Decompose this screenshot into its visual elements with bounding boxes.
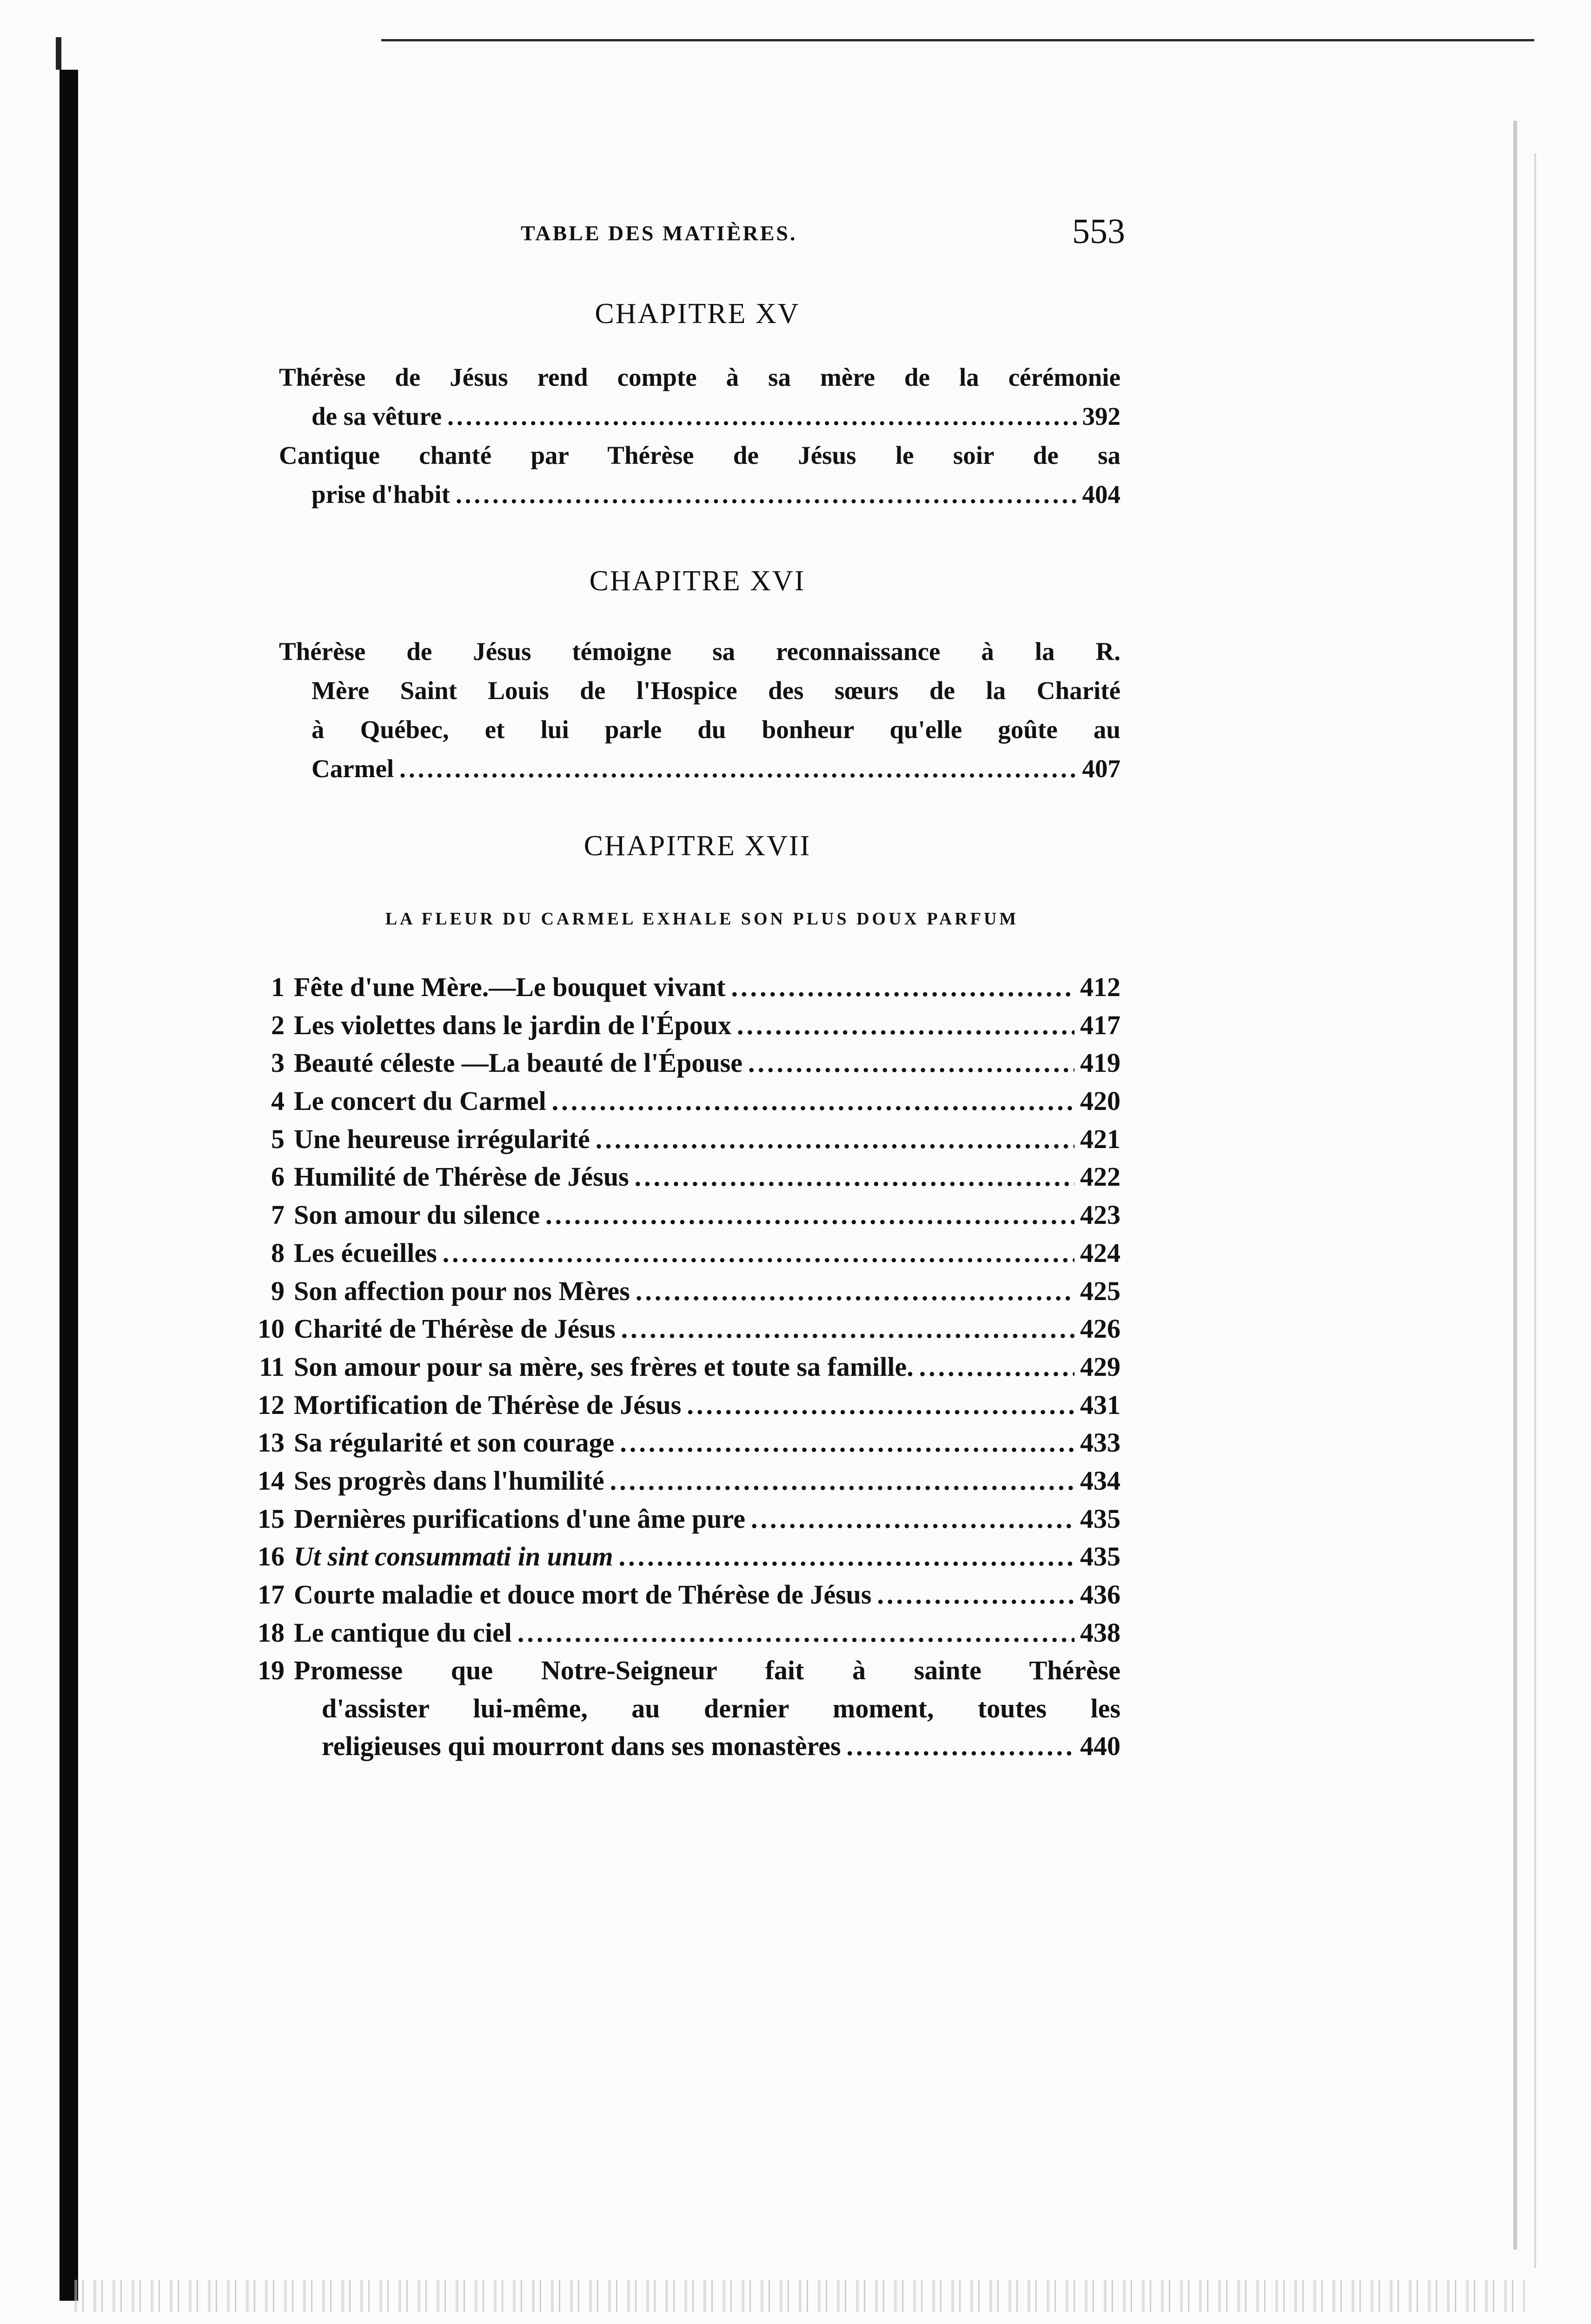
leader-dots (687, 1389, 1074, 1420)
toc-item-number: 4 (271, 1086, 285, 1116)
toc-item (242, 1579, 1120, 1617)
entry-line: Cantique chanté par Thérèse de Jésus le soir de sa (279, 441, 1120, 469)
chapter-heading: CHAPITRE XVI (589, 565, 806, 597)
leader-dots (620, 1427, 1074, 1458)
leader-dots (748, 1047, 1074, 1078)
toc-item-number: 2 (271, 1010, 285, 1040)
scan-noise (74, 2280, 1525, 2312)
binding-shadow-top (56, 37, 61, 70)
toc-item-number: 13 (258, 1427, 285, 1458)
entry-line: à Québec, et lui parle du bonheur qu'elle goûte au (312, 715, 1120, 744)
toc-entry (279, 436, 1120, 514)
entry-page-ref: 407 (1082, 754, 1120, 783)
toc-item-text: Courte maladie et douce mort de Thérèse de Jésus (294, 1579, 872, 1610)
toc-item (242, 1199, 1120, 1237)
toc-item-page-ref: 440 (1080, 1731, 1120, 1762)
entry-page-ref: 392 (1082, 402, 1120, 430)
toc-item-number: 7 (271, 1200, 285, 1230)
toc-item-text: Humilité de Thérèse de Jésus (294, 1162, 629, 1192)
leader-dots (447, 397, 1076, 436)
toc-item-text: Les écueilles (294, 1237, 437, 1268)
toc-item-number: 1 (271, 972, 285, 1002)
leader-dots (552, 1085, 1074, 1116)
leader-dots (635, 1161, 1074, 1192)
page-edge-outer (1534, 153, 1536, 2268)
toc-item-text: Sa régularité et son courage (294, 1427, 615, 1458)
toc-item (242, 1617, 1120, 1655)
toc-item-page-ref: 423 (1080, 1200, 1120, 1230)
toc-item-text: Le cantique du ciel (294, 1617, 512, 1648)
toc-item-text: Son amour pour sa mère, ses frères et toute sa famille. (294, 1351, 914, 1382)
toc-item-page-ref: 425 (1080, 1275, 1120, 1306)
toc-item-number: 6 (271, 1162, 285, 1192)
leader-dots (877, 1579, 1075, 1610)
toc-item (242, 1275, 1120, 1314)
leader-dots (731, 971, 1074, 1003)
page-edge (1513, 121, 1517, 2250)
toc-item-text: Charité de Thérèse de Jésus (294, 1314, 616, 1344)
toc-item-text: Ses progrès dans l'humilité (294, 1465, 604, 1496)
toc-item-text: Son amour du silence (294, 1200, 540, 1230)
toc-item-line (242, 1655, 1120, 1693)
toc-item-page-ref: 435 (1080, 1541, 1120, 1572)
chapter-heading: CHAPITRE XVII (583, 830, 811, 862)
toc-item-number: 8 (271, 1237, 285, 1268)
toc-entry (279, 358, 1120, 436)
toc-item-page-ref: 431 (1080, 1389, 1120, 1420)
leader-dots (399, 749, 1076, 788)
entry-line-text: prise d'habit (312, 480, 450, 508)
toc-item-page-ref: 429 (1080, 1351, 1120, 1382)
leader-dots (443, 1237, 1074, 1268)
toc-item (242, 1389, 1120, 1427)
toc-item-text: Son affection pour nos Mères (294, 1275, 630, 1306)
toc-item-text: Fête d'une Mère.—Le bouquet vivant (294, 972, 726, 1002)
toc-item-page-ref: 417 (1080, 1010, 1120, 1040)
toc-item-number: 5 (271, 1123, 285, 1154)
toc-item-text: Une heureuse irrégularité (294, 1123, 590, 1154)
toc-item-text: Dernières purifications d'une âme pure (294, 1503, 745, 1534)
toc-item (242, 1010, 1120, 1048)
entry-page-ref: 404 (1082, 480, 1120, 508)
leader-dots (596, 1123, 1074, 1155)
toc-item-number: 14 (258, 1465, 285, 1496)
leader-dots (919, 1351, 1074, 1382)
toc-item-multiline (242, 1655, 1120, 1769)
toc-item (242, 1351, 1120, 1389)
toc-item-page-ref: 421 (1080, 1123, 1120, 1154)
toc-item-page-ref: 419 (1080, 1048, 1120, 1078)
toc-item (242, 1503, 1120, 1541)
toc-item (242, 1123, 1120, 1162)
toc-item (242, 1541, 1120, 1579)
toc-item-number: 18 (258, 1617, 285, 1648)
toc-entry (279, 632, 1120, 788)
toc-item-line (242, 1730, 1120, 1769)
toc-item-text: religieuses qui mourront dans ses monastères (322, 1731, 841, 1762)
leader-dots (610, 1465, 1074, 1496)
toc-item-text: d'assister lui-même, au dernier moment, toutes les (322, 1693, 1120, 1723)
toc-item-page-ref: 436 (1080, 1579, 1120, 1610)
toc-item-number: 16 (258, 1541, 285, 1572)
entry-line-last (279, 397, 1120, 436)
toc-item (242, 1427, 1120, 1465)
toc-item-number: 11 (259, 1351, 285, 1382)
toc-item (242, 1237, 1120, 1275)
leader-dots (621, 1313, 1074, 1344)
leader-dots (847, 1730, 1074, 1762)
chapter-subtitle: LA FLEUR DU CARMEL EXHALE SON PLUS DOUX PARFUM (385, 909, 1019, 929)
top-edge-line (381, 39, 1534, 41)
toc-item-page-ref: 435 (1080, 1503, 1120, 1534)
entry-line: Thérèse de Jésus rend compte à sa mère de la cérémonie (279, 363, 1120, 391)
toc-item (242, 971, 1120, 1010)
toc-item-text: Les violettes dans le jardin de l'Époux (294, 1010, 731, 1040)
toc-item (242, 1313, 1120, 1351)
toc-item (242, 1047, 1120, 1085)
toc-item (242, 1085, 1120, 1123)
toc-item-number: 10 (258, 1314, 285, 1344)
leader-dots (456, 475, 1077, 514)
toc-item-number: 9 (271, 1275, 285, 1306)
entry-line: Thérèse de Jésus témoigne sa reconnaissance à la R. (279, 637, 1120, 666)
toc-item-page-ref: 438 (1080, 1617, 1120, 1648)
toc-item-page-ref: 426 (1080, 1314, 1120, 1344)
entry-line-last (279, 749, 1120, 788)
toc-list (242, 971, 1120, 1655)
page-number: 553 (1072, 212, 1125, 251)
toc-item-page-ref: 420 (1080, 1086, 1120, 1116)
toc-item-number: 12 (258, 1389, 285, 1420)
toc-item-number: 3 (271, 1048, 285, 1078)
leader-dots (751, 1503, 1074, 1534)
toc-item-number: 15 (258, 1503, 285, 1534)
chapter-heading: CHAPITRE XV (595, 298, 800, 330)
toc-item-number: 19 (258, 1655, 285, 1685)
toc-item-text: Ut sint consummati in unum (294, 1541, 613, 1572)
entry-line-text: de sa vêture (312, 402, 442, 430)
leader-dots (636, 1275, 1074, 1307)
toc-item-page-ref: 412 (1080, 972, 1120, 1002)
toc-item-page-ref: 422 (1080, 1162, 1120, 1192)
toc-item-page-ref: 433 (1080, 1427, 1120, 1458)
running-head (465, 211, 1125, 253)
leader-dots (737, 1010, 1074, 1041)
entry-line-text: Carmel (312, 754, 394, 783)
toc-item-page-ref: 434 (1080, 1465, 1120, 1496)
toc-item-text: Promesse que Notre-Seigneur fait à sainte Thérèse (294, 1655, 1120, 1685)
entry-line-last (279, 475, 1120, 514)
entry-line: Mère Saint Louis de l'Hospice des sœurs de la Charité (312, 676, 1120, 705)
toc-item-text: Beauté céleste —La beauté de l'Épouse (294, 1048, 742, 1078)
toc-item-line (242, 1693, 1120, 1731)
leader-dots (545, 1199, 1074, 1230)
toc-item-text: Mortification de Thérèse de Jésus (294, 1389, 682, 1420)
running-head-title: TABLE DES MATIÈRES. (521, 221, 797, 245)
leader-dots (517, 1617, 1074, 1648)
toc-item-page-ref: 424 (1080, 1237, 1120, 1268)
leader-dots (619, 1541, 1074, 1572)
toc-item-text: Le concert du Carmel (294, 1086, 546, 1116)
toc-item (242, 1465, 1120, 1503)
toc-item (242, 1161, 1120, 1199)
toc-item-number: 17 (258, 1579, 285, 1610)
binding-shadow (60, 70, 78, 2301)
